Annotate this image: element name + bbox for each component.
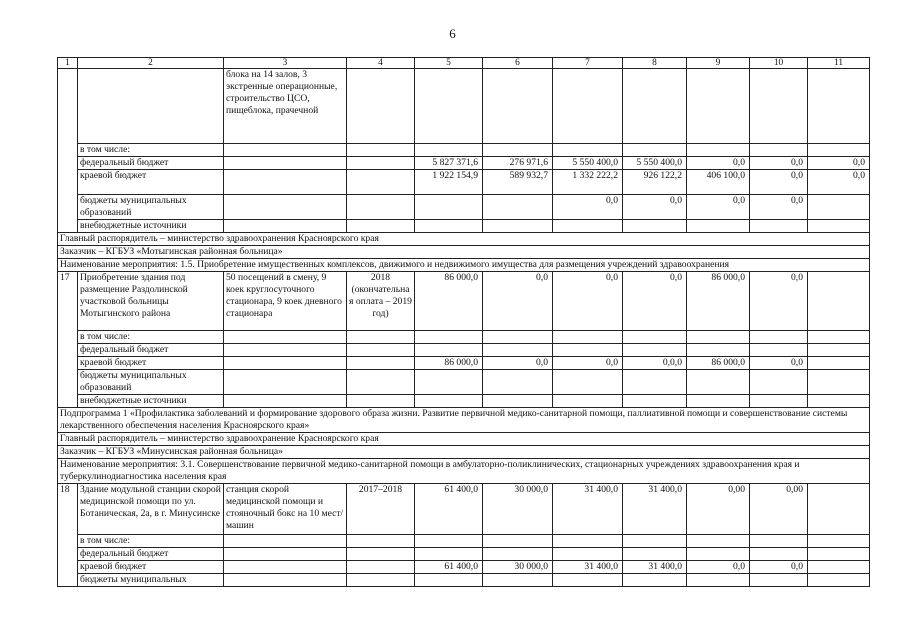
value-cell: 86 000,0 (687, 272, 750, 331)
row-label: краевой бюджет (78, 357, 224, 370)
value-cell: 86 000,0 (415, 272, 483, 331)
value-cell: 276 971,6 (483, 157, 553, 170)
value-cell: 0,0 (808, 157, 870, 170)
table-row (58, 561, 870, 574)
value-cell (808, 331, 870, 344)
table-cell (224, 370, 347, 395)
value-cell (483, 195, 553, 220)
row-label: в том числе: (78, 535, 224, 548)
value-cell (483, 144, 553, 157)
num-cell (58, 69, 78, 233)
table-row (58, 357, 870, 370)
table-row (58, 144, 870, 157)
table-cell (808, 69, 870, 144)
item-name: Здание модульной станции скорой медицинской помощи по ул. Ботаническая, 2а, в г. Минусинске (78, 484, 224, 535)
row-label: федеральный бюджет (78, 157, 224, 170)
value-cell (808, 484, 870, 535)
table-cell (224, 395, 347, 408)
table-cell (224, 220, 347, 233)
value-cell: 86 000,0 (415, 357, 483, 370)
value-cell: 5 550 400,0 (623, 157, 687, 170)
value-cell (623, 344, 687, 357)
item-name: Приобретение здания под размещение Раздолинской участковой больницы Мотыгинского района (78, 272, 224, 331)
column-header: 10 (750, 58, 808, 69)
value-cell (687, 574, 750, 587)
value-cell (415, 195, 483, 220)
value-cell: 406 100,0 (687, 170, 750, 195)
value-cell (687, 548, 750, 561)
value-cell: 0,0 (750, 195, 808, 220)
value-cell (623, 220, 687, 233)
value-cell (483, 370, 553, 395)
header-row (58, 58, 870, 69)
row-label: внебюджетные источники (78, 220, 224, 233)
value-cell (623, 574, 687, 587)
table-cell (347, 357, 415, 370)
table-cell (78, 69, 224, 144)
value-cell (415, 331, 483, 344)
table-row (58, 548, 870, 561)
description-cell: блока на 14 залов, 3 экстренные операционные, строительство ЦСО, пищеблока, прачечной (224, 69, 347, 144)
table-row (58, 170, 870, 195)
table-cell (347, 395, 415, 408)
value-cell: 61 400,0 (415, 484, 483, 535)
table-cell (224, 157, 347, 170)
value-cell (623, 535, 687, 548)
value-cell (750, 548, 808, 561)
value-cell (750, 144, 808, 157)
value-cell (808, 370, 870, 395)
value-cell: 0,0 (750, 561, 808, 574)
table-cell (347, 195, 415, 220)
value-cell (808, 144, 870, 157)
row-label: краевой бюджет (78, 561, 224, 574)
value-cell (483, 220, 553, 233)
value-cell: 0,0 (553, 195, 623, 220)
item-period: 2017–2018 (347, 484, 415, 535)
value-cell: 0,00 (687, 484, 750, 535)
value-cell (808, 195, 870, 220)
table-cell (347, 574, 415, 587)
value-cell (483, 344, 553, 357)
table-row (58, 220, 870, 233)
value-cell (483, 574, 553, 587)
span-row (58, 246, 870, 259)
value-cell (687, 395, 750, 408)
value-cell (808, 535, 870, 548)
item-number: 17 (58, 272, 78, 408)
value-cell (483, 331, 553, 344)
value-cell: 0,0 (623, 272, 687, 331)
value-cell: 1 922 154,9 (415, 170, 483, 195)
value-cell (553, 220, 623, 233)
column-header: 7 (553, 58, 623, 69)
table-cell (347, 370, 415, 395)
table-cell (224, 357, 347, 370)
value-cell: 61 400,0 (415, 561, 483, 574)
row-label: федеральный бюджет (78, 344, 224, 357)
value-cell: 589 932,7 (483, 170, 553, 195)
value-cell (687, 370, 750, 395)
span-text: Наименование мероприятия: 1.5. Приобретение имущественных комплексов, движимого и недвижимого имущества для размещения учреждений здравоохранения (58, 259, 870, 272)
span-text: Наименование мероприятия: 3.1. Совершенствование первичной медико-санитарной помощи в амбулаторно-поликлинических, стационарных учреждениях здравоохранения края и туберкулинодиагностика населения края (58, 459, 870, 484)
value-cell (750, 220, 808, 233)
column-header: 4 (347, 58, 415, 69)
row-label: бюджеты муниципальных образований (78, 370, 224, 395)
table-cell (347, 157, 415, 170)
value-cell (483, 548, 553, 561)
span-text: Заказчик – КГБУЗ «Минусинская районная больница» (58, 446, 870, 459)
value-cell: 0,0 (687, 157, 750, 170)
value-cell: 5 550 400,0 (553, 157, 623, 170)
value-cell (623, 144, 687, 157)
value-cell (687, 331, 750, 344)
value-cell: 5 827 371,6 (415, 157, 483, 170)
value-cell (750, 535, 808, 548)
row-label: краевой бюджет (78, 170, 224, 195)
table-cell (750, 69, 808, 144)
span-row (58, 259, 870, 272)
value-cell (415, 370, 483, 395)
value-cell: 0,0 (750, 157, 808, 170)
item-period: 2018 (окончательна я оплата – 2019 год) (347, 272, 415, 331)
value-cell: 0,0 (687, 195, 750, 220)
value-cell (623, 548, 687, 561)
table-cell (224, 561, 347, 574)
value-cell (415, 220, 483, 233)
row-label: федеральный бюджет (78, 548, 224, 561)
value-cell (750, 395, 808, 408)
value-cell: 30 000,0 (483, 484, 553, 535)
value-cell (553, 370, 623, 395)
value-cell (553, 574, 623, 587)
value-cell (553, 331, 623, 344)
table-cell (347, 344, 415, 357)
value-cell (415, 548, 483, 561)
table-row (58, 395, 870, 408)
span-text: Подпрограмма 1 «Профилактика заболеваний и формирование здорового образа жизни. Развитие первичной медико-санитарной помощи, паллиативной помощи и совершенствование системы лекарственного обеспечения населения Красноярского края» (58, 408, 870, 433)
value-cell (483, 395, 553, 408)
value-cell (687, 344, 750, 357)
table-cell (347, 220, 415, 233)
value-cell (808, 561, 870, 574)
span-row (58, 446, 870, 459)
table-cell (483, 69, 553, 144)
budget-table (57, 57, 870, 587)
table-cell (347, 331, 415, 344)
value-cell (808, 548, 870, 561)
table-cell (347, 170, 415, 195)
value-cell: 0,00 (750, 484, 808, 535)
value-cell (623, 370, 687, 395)
value-cell: 0,0 (553, 272, 623, 331)
table-cell (347, 69, 415, 144)
table-row (58, 344, 870, 357)
value-cell: 0,0 (750, 357, 808, 370)
span-row (58, 233, 870, 246)
value-cell (750, 574, 808, 587)
value-cell: 31 400,0 (623, 484, 687, 535)
table-row (58, 370, 870, 395)
value-cell (553, 344, 623, 357)
table-cell (347, 561, 415, 574)
table-row (58, 484, 870, 535)
row-label: в том числе: (78, 331, 224, 344)
value-cell (553, 548, 623, 561)
value-cell (687, 144, 750, 157)
span-text: Главный распорядитель – министерство здравоохранения Красноярского края (58, 233, 870, 246)
row-label: внебюджетные источники (78, 395, 224, 408)
table-cell (224, 170, 347, 195)
value-cell: 0,0 (553, 357, 623, 370)
table-cell (224, 195, 347, 220)
value-cell: 0,0 (750, 272, 808, 331)
span-row (58, 459, 870, 484)
value-cell (415, 535, 483, 548)
table-cell (224, 331, 347, 344)
table-row (58, 69, 870, 144)
table-cell (224, 344, 347, 357)
column-header: 6 (483, 58, 553, 69)
row-label: в том числе: (78, 144, 224, 157)
value-cell (553, 144, 623, 157)
span-text: Главный распорядитель – министерство здравоохранение Красноярского края (58, 433, 870, 446)
value-cell (415, 395, 483, 408)
column-header: 2 (78, 58, 224, 69)
table-row (58, 535, 870, 548)
value-cell: 0,0 (483, 357, 553, 370)
column-header: 11 (808, 58, 870, 69)
value-cell (808, 357, 870, 370)
value-cell (687, 220, 750, 233)
value-cell: 31 400,0 (553, 484, 623, 535)
page-number: 6 (449, 26, 456, 41)
value-cell: 0,0 (483, 272, 553, 331)
value-cell (553, 395, 623, 408)
value-cell (808, 574, 870, 587)
column-header: 1 (58, 58, 78, 69)
value-cell (808, 395, 870, 408)
column-header: 3 (224, 58, 347, 69)
value-cell: 31 400,0 (553, 561, 623, 574)
value-cell (483, 535, 553, 548)
table-cell (347, 548, 415, 561)
value-cell: 30 000,0 (483, 561, 553, 574)
value-cell: 31 400,0 (623, 561, 687, 574)
table-cell (224, 535, 347, 548)
item-number: 18 (58, 484, 78, 587)
span-row (58, 433, 870, 446)
column-header: 9 (687, 58, 750, 69)
row-label: бюджеты муниципальных (78, 574, 224, 587)
value-cell (415, 344, 483, 357)
table-cell (623, 69, 687, 144)
span-row (58, 408, 870, 433)
table-row (58, 331, 870, 344)
value-cell: 0,0 (687, 561, 750, 574)
value-cell (415, 574, 483, 587)
value-cell (750, 331, 808, 344)
value-cell: 0,0 (750, 170, 808, 195)
value-cell (623, 331, 687, 344)
table-cell (347, 535, 415, 548)
value-cell: 1 332 222,2 (553, 170, 623, 195)
span-text: Заказчик – КГБУЗ «Мотыгинская районная больница» (58, 246, 870, 259)
value-cell (687, 535, 750, 548)
table-row (58, 195, 870, 220)
table-cell (224, 574, 347, 587)
item-description: 50 посещений в смену, 9 коек круглосуточного стационара, 9 коек дневного стационара (224, 272, 347, 331)
row-label: бюджеты муниципальных образований (78, 195, 224, 220)
column-header: 5 (415, 58, 483, 69)
table-cell (224, 548, 347, 561)
value-cell: 0,0,0 (623, 357, 687, 370)
table-cell (224, 144, 347, 157)
table-row (58, 574, 870, 587)
value-cell (750, 344, 808, 357)
table-row (58, 272, 870, 331)
value-cell (415, 144, 483, 157)
value-cell (808, 272, 870, 331)
table-cell (687, 69, 750, 144)
value-cell (808, 344, 870, 357)
column-header: 8 (623, 58, 687, 69)
value-cell (623, 395, 687, 408)
table-cell (347, 144, 415, 157)
table-cell (553, 69, 623, 144)
item-description: станция скорой медицинской помощи и стояночный бокс на 10 мест/машин (224, 484, 347, 535)
value-cell (553, 535, 623, 548)
table-cell (415, 69, 483, 144)
value-cell: 0,0 (623, 195, 687, 220)
value-cell: 926 122,2 (623, 170, 687, 195)
value-cell (808, 220, 870, 233)
table-row (58, 157, 870, 170)
value-cell (750, 370, 808, 395)
value-cell: 0,0 (808, 170, 870, 195)
value-cell: 86 000,0 (687, 357, 750, 370)
